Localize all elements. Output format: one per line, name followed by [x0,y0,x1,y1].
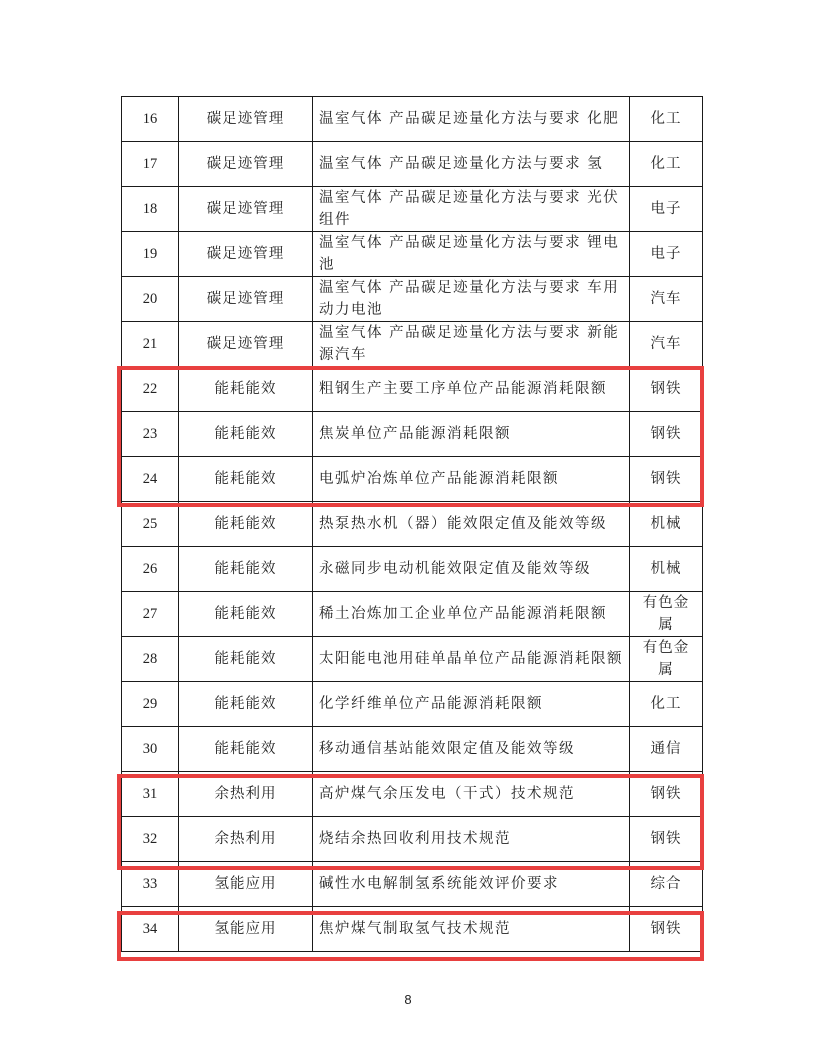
row-number-cell: 33 [122,862,179,907]
industry-cell: 钢铁 [630,772,703,817]
standard-name-cell: 温室气体 产品碳足迹量化方法与要求 氢 [313,142,630,187]
standard-name-cell: 烧结余热回收利用技术规范 [313,817,630,862]
category-cell: 碳足迹管理 [179,142,313,187]
table-row [122,637,703,682]
standard-name-cell: 温室气体 产品碳足迹量化方法与要求 光伏组件 [313,187,630,232]
industry-cell: 电子 [630,187,703,232]
table-row [122,457,703,502]
industry-cell: 机械 [630,547,703,592]
row-number-cell: 28 [122,637,179,682]
industry-cell: 通信 [630,727,703,772]
table-row [122,232,703,277]
category-cell: 能耗能效 [179,367,313,412]
table-row [122,907,703,952]
standard-name-cell: 温室气体 产品碳足迹量化方法与要求 新能源汽车 [313,322,630,367]
category-cell: 能耗能效 [179,727,313,772]
industry-cell: 汽车 [630,322,703,367]
industry-cell: 钢铁 [630,412,703,457]
standard-name-cell: 碱性水电解制氢系统能效评价要求 [313,862,630,907]
table-row [122,592,703,637]
category-cell: 能耗能效 [179,502,313,547]
standards-table-body [122,97,703,952]
table-row [122,772,703,817]
table-row [122,547,703,592]
row-number-cell: 34 [122,907,179,952]
standard-name-cell: 永磁同步电动机能效限定值及能效等级 [313,547,630,592]
industry-cell: 钢铁 [630,907,703,952]
category-cell: 能耗能效 [179,637,313,682]
row-number-cell: 18 [122,187,179,232]
table-row [122,682,703,727]
industry-cell: 综合 [630,862,703,907]
table-row [122,817,703,862]
industry-cell: 化工 [630,97,703,142]
standard-name-cell: 太阳能电池用硅单晶单位产品能源消耗限额 [313,637,630,682]
category-cell: 碳足迹管理 [179,277,313,322]
table-row [122,412,703,457]
table-row [122,322,703,367]
page-number: 8 [404,992,412,1007]
row-number-cell: 19 [122,232,179,277]
row-number-cell: 25 [122,502,179,547]
category-cell: 碳足迹管理 [179,97,313,142]
industry-cell: 有色金属 [630,637,703,682]
standard-name-cell: 焦炭单位产品能源消耗限额 [313,412,630,457]
standard-name-cell: 温室气体 产品碳足迹量化方法与要求 车用动力电池 [313,277,630,322]
row-number-cell: 27 [122,592,179,637]
row-number-cell: 17 [122,142,179,187]
category-cell: 碳足迹管理 [179,232,313,277]
category-cell: 氢能应用 [179,862,313,907]
standard-name-cell: 高炉煤气余压发电（干式）技术规范 [313,772,630,817]
row-number-cell: 16 [122,97,179,142]
industry-cell: 电子 [630,232,703,277]
category-cell: 能耗能效 [179,547,313,592]
standard-name-cell: 焦炉煤气制取氢气技术规范 [313,907,630,952]
standards-table [121,96,703,952]
row-number-cell: 22 [122,367,179,412]
standard-name-cell: 温室气体 产品碳足迹量化方法与要求 锂电池 [313,232,630,277]
table-row [122,97,703,142]
row-number-cell: 21 [122,322,179,367]
row-number-cell: 24 [122,457,179,502]
category-cell: 碳足迹管理 [179,187,313,232]
category-cell: 能耗能效 [179,412,313,457]
category-cell: 能耗能效 [179,682,313,727]
standard-name-cell: 化学纤维单位产品能源消耗限额 [313,682,630,727]
standard-name-cell: 移动通信基站能效限定值及能效等级 [313,727,630,772]
table-row [122,367,703,412]
row-number-cell: 32 [122,817,179,862]
row-number-cell: 26 [122,547,179,592]
table-row [122,862,703,907]
table-row [122,727,703,772]
table-row [122,187,703,232]
industry-cell: 化工 [630,682,703,727]
industry-cell: 化工 [630,142,703,187]
table-row [122,142,703,187]
category-cell: 碳足迹管理 [179,322,313,367]
category-cell: 氢能应用 [179,907,313,952]
category-cell: 余热利用 [179,817,313,862]
industry-cell: 汽车 [630,277,703,322]
industry-cell: 钢铁 [630,817,703,862]
standard-name-cell: 温室气体 产品碳足迹量化方法与要求 化肥 [313,97,630,142]
row-number-cell: 20 [122,277,179,322]
industry-cell: 钢铁 [630,457,703,502]
row-number-cell: 30 [122,727,179,772]
category-cell: 能耗能效 [179,592,313,637]
industry-cell: 有色金属 [630,592,703,637]
row-number-cell: 23 [122,412,179,457]
category-cell: 余热利用 [179,772,313,817]
row-number-cell: 29 [122,682,179,727]
standard-name-cell: 稀土冶炼加工企业单位产品能源消耗限额 [313,592,630,637]
standard-name-cell: 电弧炉冶炼单位产品能源消耗限额 [313,457,630,502]
table-row [122,277,703,322]
standard-name-cell: 粗钢生产主要工序单位产品能源消耗限额 [313,367,630,412]
table-row [122,502,703,547]
row-number-cell: 31 [122,772,179,817]
category-cell: 能耗能效 [179,457,313,502]
standard-name-cell: 热泵热水机（器）能效限定值及能效等级 [313,502,630,547]
industry-cell: 钢铁 [630,367,703,412]
industry-cell: 机械 [630,502,703,547]
